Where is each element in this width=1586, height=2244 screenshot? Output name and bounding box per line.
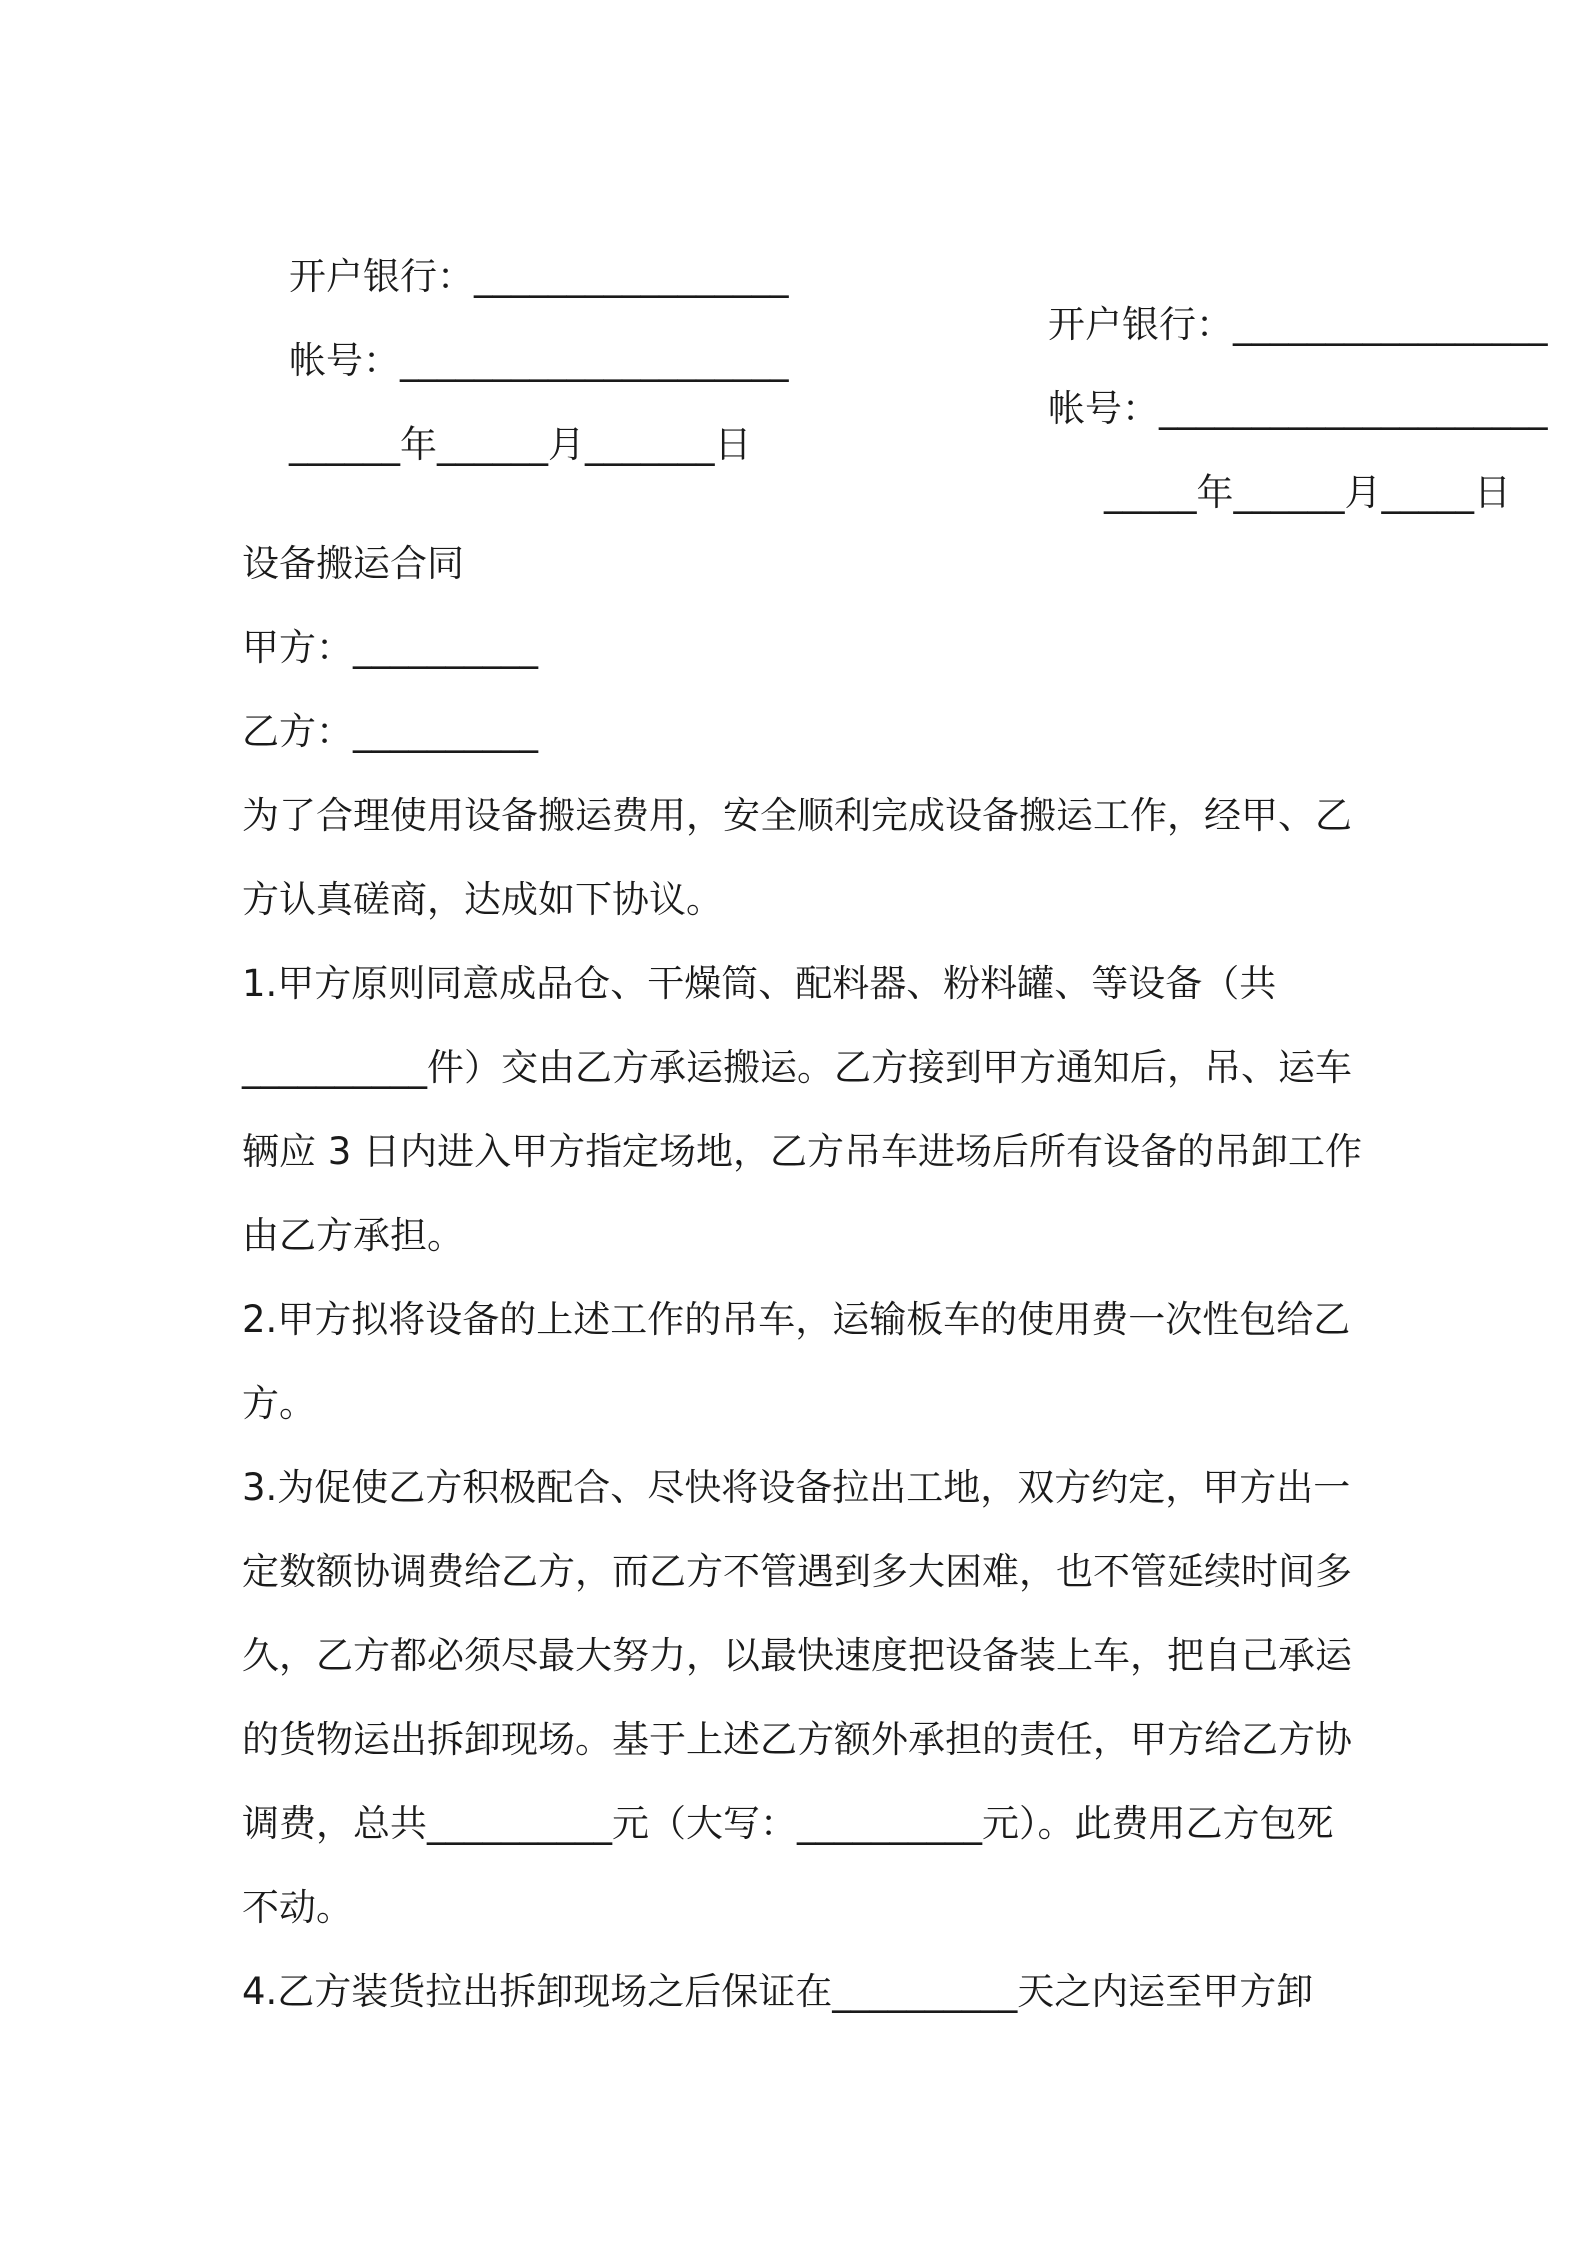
clause-3-line: 定数额协调费给乙方，而乙方不管遇到多大困难，也不管延续时间多 [242, 1550, 1352, 1593]
right-bank-field: 开户银行：_________________ [1048, 303, 1548, 346]
clause-3-line: 3.为促使乙方积极配合、尽快将设备拉出工地，双方约定，甲方出一 [242, 1466, 1351, 1509]
clause-1-line: 1.甲方原则同意成品仓、干燥筒、配料器、粉料罐、等设备（共 [242, 962, 1277, 1005]
party-a-field: 甲方：__________ [242, 626, 538, 669]
body-line: 方认真磋商，达成如下协议。 [242, 878, 723, 921]
date-row [242, 373, 1511, 565]
body-line: 为了合理使用设备搬运费用，安全顺利完成设备搬运工作，经甲、乙 [242, 794, 1352, 837]
clause-1-line: __________件）交由乙方承运搬运。乙方接到甲方通知后，吊、运车 [242, 1046, 1352, 1089]
clause-1-line: 辆应 3 日内进入甲方指定场地，乙方吊车进场后所有设备的吊卸工作 [242, 1130, 1363, 1173]
right-date-field: _____年______月_____日 [1104, 471, 1511, 514]
clause-1-line: 由乙方承担。 [242, 1214, 464, 1257]
clause-3-line: 久，乙方都必须尽最大努力，以最快速度把设备装上车，把自己承运 [242, 1634, 1352, 1677]
contract-title: 设备搬运合同 [242, 542, 464, 585]
left-date-field: ______年______月_______日 [289, 423, 752, 466]
left-account-field: 帐号：_____________________ [289, 339, 789, 382]
left-bank-field: 开户银行：_________________ [289, 255, 789, 298]
clause-3-line: 不动。 [242, 1886, 353, 1929]
right-account-field: 帐号：_____________________ [1048, 387, 1548, 430]
clause-3-line: 调费，总共__________元（大写：__________元）。此费用乙方包死 [242, 1802, 1334, 1845]
clause-2-line: 方。 [242, 1382, 316, 1425]
clause-3-line: 的货物运出拆卸现场。基于上述乙方额外承担的责任，甲方给乙方协 [242, 1718, 1352, 1761]
party-b-field: 乙方：__________ [242, 710, 538, 753]
clause-4-line: 4.乙方装货拉出拆卸现场之后保证在__________天之内运至甲方卸 [242, 1970, 1314, 2013]
clause-2-line: 2.甲方拟将设备的上述工作的吊车，运输板车的使用费一次性包给乙 [242, 1298, 1351, 1341]
